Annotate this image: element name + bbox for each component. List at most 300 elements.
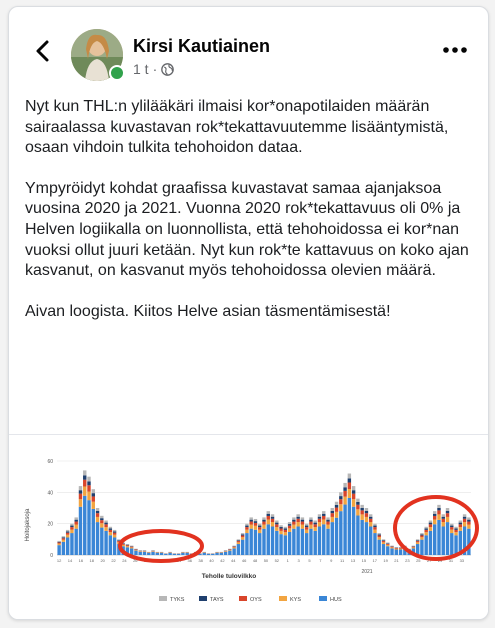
bar-segment [275, 527, 278, 531]
bar-segment [75, 522, 78, 525]
post-text [25, 97, 475, 342]
bar-segment [245, 530, 248, 533]
bar-segment [66, 531, 69, 532]
legend-swatch [159, 596, 167, 601]
bar-segment [75, 529, 78, 555]
chart-image[interactable] [9, 434, 488, 620]
bar-segment [378, 535, 381, 537]
bar-segment [92, 489, 95, 493]
bar-segment [467, 520, 470, 522]
bar-segment [237, 541, 240, 542]
bar-segment [284, 527, 287, 529]
bar-segment [369, 514, 372, 516]
bar-segment [126, 545, 129, 546]
bar-segment [62, 536, 65, 537]
bar-segment [284, 535, 287, 555]
more-horizontal-icon[interactable] [442, 45, 468, 55]
bar-segment [134, 550, 137, 551]
bar-segment [305, 526, 308, 528]
bar-segment [356, 499, 359, 502]
bar-segment [314, 527, 317, 531]
bar-segment [378, 534, 381, 535]
bar-segment [356, 505, 359, 510]
icu-admissions-chart [9, 435, 488, 620]
bar-segment [249, 517, 252, 519]
bar-segment [365, 508, 368, 511]
bar-segment [442, 514, 445, 516]
x-tick-label: 21 [394, 558, 399, 563]
bar-segment [92, 502, 95, 509]
bar-segment [70, 527, 73, 530]
bar-segment [390, 547, 393, 548]
bar-segment [79, 494, 82, 500]
bar-segment [267, 519, 270, 524]
bar-segment [224, 552, 227, 555]
bar-segment [386, 544, 389, 545]
bar-segment [437, 510, 440, 514]
bar-segment [164, 554, 167, 555]
bar-segment [378, 537, 381, 539]
bar-segment [348, 474, 351, 479]
bar-segment [181, 553, 184, 555]
bar-segment [254, 526, 257, 530]
bar-segment [343, 483, 346, 487]
bar-segment [442, 519, 445, 522]
bar-segment [326, 520, 329, 522]
bar-segment [57, 544, 60, 546]
bar-segment [382, 539, 385, 540]
x-tick-label: 32 [165, 558, 171, 563]
bar-segment [399, 549, 402, 550]
bar-segment [348, 482, 351, 489]
bar-segment [420, 533, 423, 534]
x-tick-label: 1 [286, 558, 289, 563]
bar-segment [360, 508, 363, 511]
bar-segment [79, 499, 82, 507]
bar-segment [331, 522, 334, 555]
bar-segment [147, 553, 150, 555]
bar-segment [382, 542, 385, 544]
x-tick-label: 42 [220, 558, 225, 563]
legend-label: TAYS [210, 597, 224, 603]
bar-segment [113, 533, 116, 535]
bar-segment [450, 533, 453, 555]
legend-swatch [239, 596, 247, 601]
bar-segment [382, 540, 385, 541]
bar-segment [288, 524, 291, 526]
bar-segment [258, 533, 261, 555]
bar-segment [459, 523, 462, 525]
bar-segment [228, 551, 231, 555]
bar-segment [296, 526, 299, 555]
bar-segment [343, 505, 346, 555]
bar-segment [275, 524, 278, 527]
bar-segment [62, 538, 65, 540]
bar-segment [369, 517, 372, 519]
bar-segment [390, 546, 393, 547]
bar-segment [450, 527, 453, 530]
bar-segment [296, 517, 299, 519]
bar-segment [446, 517, 449, 522]
bar-segment [454, 530, 457, 532]
bar-segment [254, 530, 257, 555]
bar-segment [424, 535, 427, 555]
bar-segment [365, 522, 368, 555]
bar-segment [305, 527, 308, 530]
bar-segment [360, 514, 363, 520]
bar-segment [113, 530, 116, 532]
bar-segment [309, 522, 312, 525]
y-tick-label: 60 [47, 459, 53, 465]
bar-segment [459, 524, 462, 527]
bar-segment [215, 553, 218, 555]
bar-segment [373, 533, 376, 555]
bar-segment [437, 508, 440, 511]
bar-segment [79, 486, 82, 490]
bar-segment [288, 522, 291, 524]
bar-segment [339, 492, 342, 496]
bar-segment [284, 530, 287, 532]
bar-segment [109, 528, 112, 529]
bar-segment [395, 549, 398, 550]
legend-label: KYS [290, 597, 302, 603]
bar-segment [318, 522, 321, 526]
bar-segment [104, 531, 107, 555]
bar-segment [104, 523, 107, 525]
bar-segment [92, 493, 95, 496]
bar-segment [467, 525, 470, 529]
bar-segment [373, 527, 376, 530]
bar-segment [75, 520, 78, 522]
bar-segment [92, 509, 95, 555]
x-tick-label: 40 [209, 558, 214, 563]
bar-segment [241, 537, 244, 539]
bar-segment [134, 551, 137, 555]
bar-segment [66, 537, 69, 555]
bar-segment [378, 540, 381, 555]
bar-segment [207, 554, 210, 555]
bar-segment [284, 528, 287, 529]
bar-segment [352, 499, 355, 507]
bar-segment [446, 511, 449, 513]
bar-segment [292, 522, 295, 525]
bar-segment [322, 524, 325, 555]
bar-segment [442, 526, 445, 555]
bar-segment [113, 535, 116, 538]
post-meta [133, 61, 174, 77]
chevron-left-icon[interactable] [29, 37, 57, 65]
bar-segment [232, 547, 235, 548]
bar-segment [185, 553, 188, 555]
bar-segment [87, 481, 90, 485]
bar-segment [288, 526, 291, 529]
bar-segment [267, 516, 270, 520]
bar-segment [57, 542, 60, 543]
bar-segment [420, 540, 423, 555]
bar-segment [267, 524, 270, 555]
bar-segment [390, 548, 393, 555]
bar-segment [450, 524, 453, 526]
x-tick-label: 27 [426, 558, 432, 563]
bar-segment [75, 525, 78, 529]
bar-segment [326, 517, 329, 519]
bar-segment [92, 496, 95, 501]
bar-segment [322, 514, 325, 516]
bar-segment [177, 554, 180, 555]
bar-segment [232, 546, 235, 547]
legend-label: OYS [250, 597, 262, 603]
x-tick-label: 33 [459, 558, 465, 563]
x-tick-label: 17 [372, 558, 377, 563]
bar-segment [151, 551, 154, 552]
bar-segment [373, 524, 376, 526]
bar-segment [57, 541, 60, 542]
post-paragraph: Ympyröidyt kohdat graafissa kuvastavat samaa ajanjaksoa vuosina 2020 ja 2021. Vuonna 2020 rok*tekattavuus oli 0% ja Helven logiikalla on luonnollista, että tehohoidossa ei kor*nan vuoksi ollut juuri ketään. Nyt kun rok*te kattavuus on koko ajan kasvanut, on kasvanut myös tehohoidossa olevien määrä. [25, 179, 469, 280]
bar-segment [446, 522, 449, 555]
bar-segment [416, 539, 419, 540]
bar-segment [314, 531, 317, 555]
bar-segment [83, 470, 86, 475]
bar-segment [424, 528, 427, 529]
bar-segment [279, 529, 282, 531]
year-label: 2021 [361, 569, 373, 575]
bar-segment [446, 508, 449, 511]
bar-segment [66, 530, 69, 532]
bar-segment [399, 550, 402, 555]
bar-segment [57, 545, 60, 555]
bar-segment [433, 514, 436, 516]
x-tick-label: 5 [308, 558, 311, 563]
x-tick-label: 24 [122, 558, 127, 563]
bar-segment [420, 535, 423, 537]
bar-segment [429, 521, 432, 523]
bar-segment [335, 512, 338, 518]
x-tick-label: 36 [187, 558, 192, 563]
x-tick-label: 3 [297, 558, 300, 563]
bar-segment [275, 523, 278, 525]
x-tick-label: 38 [198, 558, 203, 563]
bar-segment [245, 526, 248, 528]
bar-segment [352, 490, 355, 493]
bar-segment [151, 552, 154, 555]
bar-segment [369, 519, 372, 522]
bar-segment [412, 547, 415, 548]
bar-segment [262, 529, 265, 555]
bar-segment [369, 526, 372, 555]
bar-segment [271, 517, 274, 519]
bar-segment [309, 517, 312, 519]
x-tick-label: 22 [111, 558, 116, 563]
bar-segment [463, 519, 466, 522]
bar-segment [249, 525, 252, 529]
bar-segment [365, 511, 368, 513]
bar-segment [113, 531, 116, 532]
bar-segment [437, 514, 440, 520]
bar-segment [96, 508, 99, 511]
bar-segment [262, 520, 265, 522]
bar-segment [412, 547, 415, 548]
bar-segment [318, 514, 321, 516]
bar-segment [301, 522, 304, 525]
online-status-dot [109, 65, 125, 81]
bar-segment [109, 530, 112, 532]
bar-segment [348, 489, 351, 498]
bar-segment [139, 552, 142, 555]
bar-segment [284, 532, 287, 535]
bar-segment [382, 541, 385, 542]
bar-segment [232, 547, 235, 548]
bar-segment [275, 531, 278, 555]
bar-segment [228, 549, 231, 550]
x-tick-label: 12 [56, 558, 62, 563]
bar-segment [262, 522, 265, 525]
bar-segment [301, 529, 304, 555]
bar-segment [262, 525, 265, 529]
bar-segment [262, 517, 265, 519]
bar-segment [454, 528, 457, 529]
legend-label: TYKS [170, 597, 185, 603]
bar-segment [267, 514, 270, 516]
bar-segment [173, 554, 176, 555]
bar-segment [335, 505, 338, 508]
bar-segment [100, 520, 103, 523]
x-tick-label: 15 [361, 558, 367, 563]
x-tick-label: 28 [143, 558, 149, 563]
bar-segment [100, 518, 103, 520]
bar-segment [416, 542, 419, 544]
bar-segment [305, 530, 308, 533]
bar-segment [467, 529, 470, 555]
bar-segment [360, 520, 363, 555]
bar-segment [318, 526, 321, 555]
bar-segment [424, 532, 427, 535]
bar-segment [70, 530, 73, 533]
y-axis-label: Hoitojaksoja [25, 508, 31, 542]
bar-segment [360, 505, 363, 508]
bar-segment [399, 548, 402, 549]
bar-segment [348, 498, 351, 555]
bar-segment [442, 517, 445, 519]
bar-segment [296, 519, 299, 522]
bar-segment [232, 548, 235, 555]
bar-segment [254, 523, 257, 526]
x-tick-label: 23 [405, 558, 410, 563]
bar-segment [100, 516, 103, 518]
bar-segment [271, 526, 274, 555]
bar-segment [237, 544, 240, 555]
bar-segment [420, 537, 423, 539]
bar-segment [309, 525, 312, 529]
bar-segment [130, 547, 133, 548]
bar-segment [70, 526, 73, 528]
bar-segment [57, 542, 60, 543]
bar-segment [339, 496, 342, 499]
x-tick-label: 48 [252, 558, 258, 563]
bar-segment [66, 533, 69, 535]
x-tick-label: 29 [437, 558, 443, 563]
bar-segment [322, 516, 325, 520]
bar-segment [228, 550, 231, 551]
bar-segment [279, 534, 282, 555]
bar-segment [463, 517, 466, 519]
bar-segment [356, 516, 359, 555]
x-tick-label: 46 [241, 558, 247, 563]
bar-segment [237, 542, 240, 544]
bar-segment [292, 520, 295, 522]
bar-segment [143, 551, 146, 552]
bar-segment [258, 524, 261, 526]
bar-segment [331, 511, 334, 513]
bar-segment [62, 537, 65, 538]
bar-segment [335, 502, 338, 505]
bar-segment [279, 527, 282, 528]
bar-segment [352, 507, 355, 555]
post-time[interactable]: 1 t [133, 61, 149, 77]
bar-segment [348, 478, 351, 482]
bar-segment [66, 535, 69, 538]
legend-swatch [199, 596, 207, 601]
bar-segment [83, 486, 86, 495]
bar-segment [258, 527, 261, 530]
bar-segment [254, 521, 257, 523]
bar-segment [87, 500, 90, 555]
bar-segment [288, 528, 291, 532]
bar-segment [420, 534, 423, 535]
bar-segment [245, 524, 248, 526]
bar-segment [459, 521, 462, 523]
bar-segment [352, 494, 355, 500]
y-tick-label: 40 [47, 490, 53, 497]
bar-segment [382, 544, 385, 555]
bar-segment [301, 517, 304, 519]
bar-segment [100, 523, 103, 527]
bar-segment [356, 502, 359, 505]
bar-segment [343, 491, 346, 497]
bar-segment [463, 514, 466, 516]
bar-segment [373, 530, 376, 533]
bar-segment [301, 520, 304, 522]
bar-segment [245, 533, 248, 555]
bar-segment [75, 517, 78, 519]
bar-segment [241, 540, 244, 555]
bar-segment [326, 525, 329, 529]
bar-segment [130, 546, 133, 547]
bar-segment [442, 522, 445, 526]
author-name[interactable]: Kirsi Kautiainen [133, 36, 271, 56]
bar-segment [87, 477, 90, 482]
y-tick-label: 0 [50, 553, 53, 559]
bar-segment [62, 540, 65, 542]
bar-segment [126, 545, 129, 546]
bar-segment [429, 527, 432, 531]
bar-segment [160, 553, 163, 555]
bar-segment [433, 511, 436, 514]
bar-segment [96, 513, 99, 517]
bar-segment [309, 529, 312, 555]
x-tick-label: 34 [176, 558, 182, 563]
x-tick-label: 11 [340, 558, 345, 563]
bar-segment [326, 522, 329, 525]
bar-segment [104, 521, 107, 523]
y-tick-label: 20 [47, 521, 53, 528]
bar-segment [70, 524, 73, 526]
bar-segment [318, 517, 321, 519]
bar-segment [369, 522, 372, 526]
x-axis-label: Teholle tulovilkko [201, 573, 257, 580]
x-tick-label: 44 [231, 558, 236, 563]
bar-segment [109, 535, 112, 555]
bar-segment [104, 527, 107, 531]
